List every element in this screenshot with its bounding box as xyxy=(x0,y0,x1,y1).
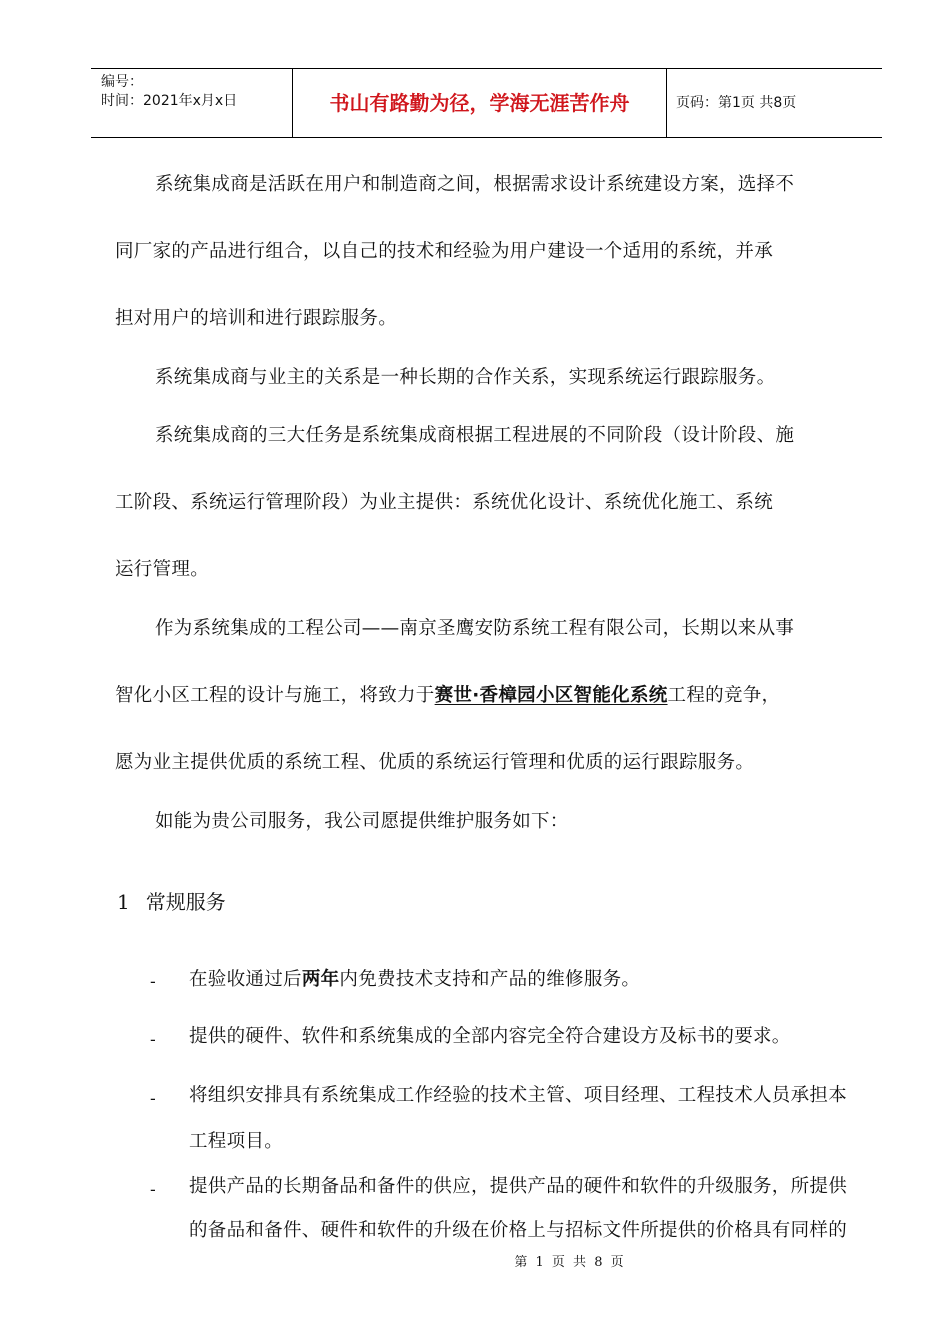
bullet-marker: - xyxy=(150,972,156,992)
text-segment: 内免费技术支持和产品的维修服务。 xyxy=(339,969,641,990)
bullet-item-continued: 的备品和备件、硬件和软件的升级在价格上与招标文件所提供的价格具有同样的 xyxy=(189,1220,848,1241)
number-label: 编号： xyxy=(101,74,143,90)
paragraph-line: 担对用户的培训和进行跟踪服务。 xyxy=(115,308,398,329)
paragraph-line: 系统集成商是活跃在用户和制造商之间，根据需求设计系统建设方案，选择不 xyxy=(155,174,795,195)
text-segment: 智化小区工程的设计与施工，将致力于 xyxy=(115,685,435,706)
paragraph-line: 系统集成商的三大任务是系统集成商根据工程进展的不同阶段（设计阶段、施 xyxy=(155,425,795,446)
bullet-marker: - xyxy=(150,1030,156,1050)
bullet-item-continued: 工程项目。 xyxy=(189,1131,284,1152)
paragraph-line: 工阶段、系统运行管理阶段）为业主提供：系统优化设计、系统优化施工、系统 xyxy=(115,492,774,513)
paragraph-line: 愿为业主提供优质的系统工程、优质的系统运行管理和优质的运行跟踪服务。 xyxy=(115,752,755,773)
section-title: 常规服务 xyxy=(145,890,226,914)
section-number: 1 xyxy=(117,890,130,914)
bullet-marker: - xyxy=(150,1180,156,1200)
paragraph-line: 同厂家的产品进行组合，以自己的技术和经验为用户建设一个适用的系统，并承 xyxy=(115,241,774,262)
bullet-marker: - xyxy=(150,1089,156,1109)
bold-text: 两年 xyxy=(301,969,340,990)
page-footer: 第 1 页 共 8 页 xyxy=(514,1255,626,1270)
project-name-emphasis: 赛世·香樟园小区智能化系统 xyxy=(434,685,668,706)
bullet-item: 提供的硬件、软件和系统集成的全部内容完全符合建设方及标书的要求。 xyxy=(189,1026,791,1047)
paragraph-line: 运行管理。 xyxy=(115,559,210,580)
header-right-cell xyxy=(666,69,882,137)
time-label: 时间：2021年x月x日 xyxy=(101,93,238,109)
section-heading xyxy=(117,889,226,915)
text-segment: 在验收通过后 xyxy=(189,969,302,990)
page-info: 页码：第1页 共8页 xyxy=(676,95,797,111)
paragraph-line: 系统集成商与业主的关系是一种长期的合作关系，实现系统运行跟踪服务。 xyxy=(155,367,776,388)
paragraph-line: 如能为贵公司服务，我公司愿提供维护服务如下： xyxy=(155,811,569,832)
motto: 书山有路勤为径，学海无涯苦作舟 xyxy=(329,91,630,115)
bullet-item: 将组织安排具有系统集成工作经验的技术主管、项目经理、工程技术人员承担本 xyxy=(189,1085,848,1106)
bullet-item xyxy=(189,968,640,992)
header-left-cell xyxy=(91,69,292,137)
bullet-item: 提供产品的长期备品和备件的供应，提供产品的硬件和软件的升级服务，所提供 xyxy=(189,1176,848,1197)
text-segment: 工程的竞争， xyxy=(667,685,781,706)
page-header xyxy=(91,68,882,138)
paragraph-line xyxy=(115,684,780,708)
header-middle-cell xyxy=(292,69,667,137)
paragraph-line: 作为系统集成的工程公司——南京圣鹰安防系统工程有限公司，长期以来从事 xyxy=(155,618,795,639)
